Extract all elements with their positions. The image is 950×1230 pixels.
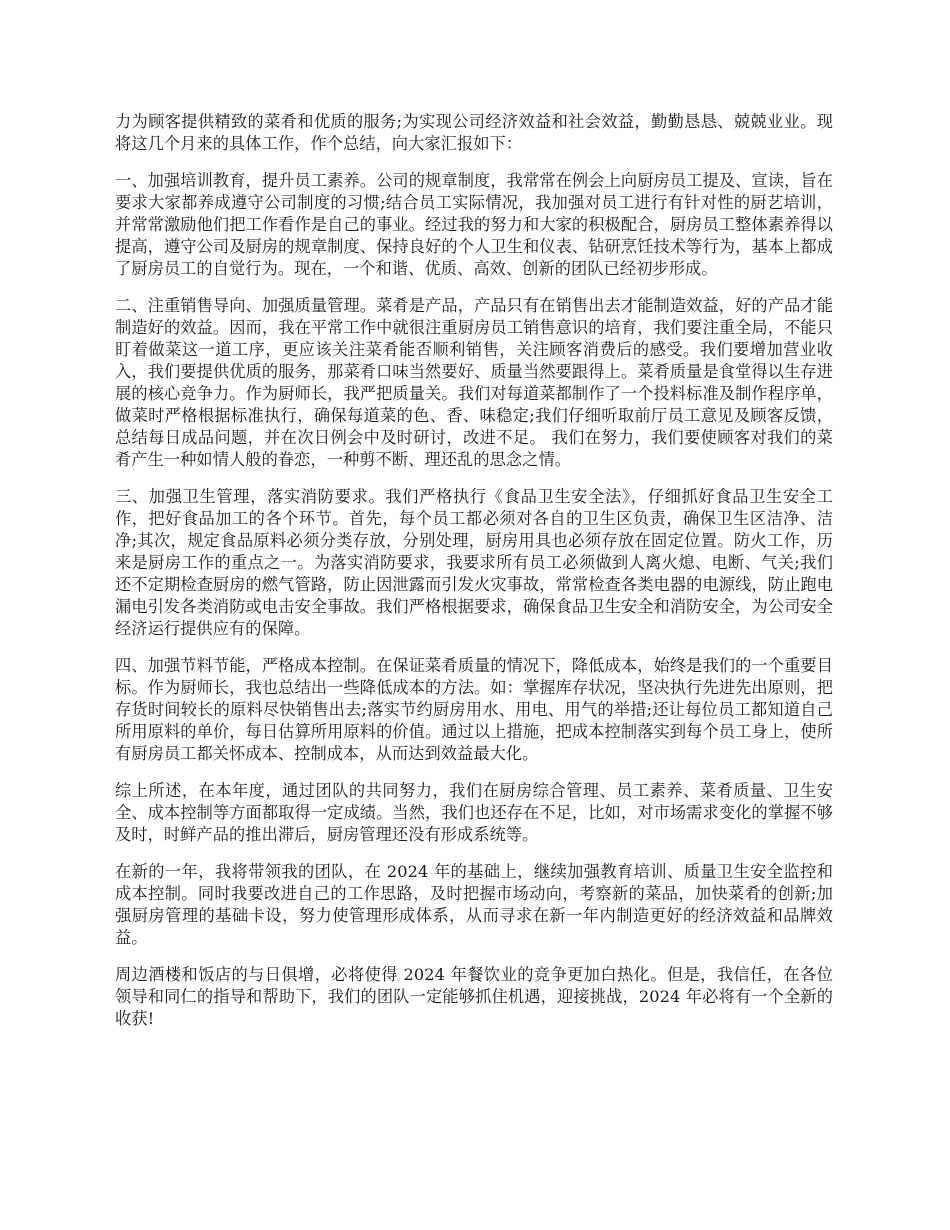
paragraph-summary: 综上所述，在本年度，通过团队的共同努力，我们在厨房综合管理、员工素养、菜肴质量、卫生安全、成本控制等方面都取得一定成绩。当然，我们也还存在不足，比如，对市场需求变化的掌握不够及时，时鲜产品的推出滞后，厨房管理还没有形成系统等。 bbox=[115, 781, 833, 844]
paragraph-sales-quality: 二、注重销售导向、加强质量管理。菜肴是产品，产品只有在销售出去才能制造效益，好的产品才能制造好的效益。因而，我在平常工作中就很注重厨房员工销售意识的培育，我们要注重全局，不能只盯着做菜这一道工序，更应该关注菜肴能否顺利销售，关注顾客消费后的感受。我们要增加营业收入，我们要提供优质的服务，那菜肴口味当然要好、质量当然要跟得上。菜肴质量是食堂得以生存进展的核心竞争力。作为厨师长，我严把质量关。我们对每道菜都制作了一个投料标准及制作程序单，做菜时严格根据标准执行，确保每道菜的色、香、味稳定;我们仔细听取前厅员工意见及顾客反馈，总结每日成品问题，并在次日例会中及时研讨，改进不足。 我们在努力，我们要使顾客对我们的菜肴产生一种如情人般的眷恋，一种剪不断、理还乱的思念之情。 bbox=[115, 296, 833, 469]
paragraph-cost-control: 四、加强节料节能，严格成本控制。在保证菜肴质量的情况下，降低成本，始终是我们的一个重要目标。作为厨师长，我也总结出一些降低成本的方法。如：掌握库存状况，坚决执行先进先出原则，把存货时间较长的原料尽快销售出去;落实节约厨房用水、用电、用气的举措;还让每位员工都知道自己所用原料的单价，每日估算所用原料的价值。通过以上措施，把成本控制落实到每个员工身上，使所有厨房员工都关怀成本、控制成本，从而达到效益最大化。 bbox=[115, 656, 833, 763]
document-body bbox=[115, 111, 833, 1045]
paragraph-intro: 力为顾客提供精致的菜肴和优质的服务;为实现公司经济效益和社会效益，勤勤恳恳、兢兢业业。现将这几个月来的具体工作，作个总结，向大家汇报如下： bbox=[115, 112, 833, 153]
paragraph-training: 一、加强培训教育，提升员工素养。公司的规章制度，我常常在例会上向厨房员工提及、宣读，旨在要求大家都养成遵守公司制度的习惯;结合员工实际情况，我加强对员工进行有针对性的厨艺培训，并常常激励他们把工作看作是自己的事业。经过我的努力和大家的积极配合，厨房员工整体素养得以提高，遵守公司及厨房的规章制度、保持良好的个人卫生和仪表、钻研烹饪技术等行为，基本上都成了厨房员工的自觉行为。现在，一个和谐、优质、高效、创新的团队已经初步形成。 bbox=[115, 171, 833, 278]
paragraph-hygiene-fire: 三、加强卫生管理，落实消防要求。我们严格执行《食品卫生安全法》，仔细抓好食品卫生安全工作，把好食品加工的各个环节。首先，每个员工都必须对各自的卫生区负责，确保卫生区洁净、洁净;其次，规定食品原料必须分类存放，分别处理，厨房用具也必须存放在固定位置。防火工作，历来是厨房工作的重点之一。为落实消防要求，我要求所有员工必须做到人离火熄、电断、气关;我们还不定期检查厨房的燃气管路，防止因泄露而引发火灾事故，常常检查各类电器的电源线，防止跑电漏电引发各类消防或电击安全事故。我们严格根据要求，确保食品卫生安全和消防安全，为公司安全经济运行提供应有的保障。 bbox=[115, 487, 833, 638]
paragraph-new-year-plan: 在新的一年，我将带领我的团队，在 2024 年的基础上，继续加强教育培训、质量卫生安全监控和成本控制。同时我要改进自己的工作思路，及时把握市场动向，考察新的菜品，加快菜肴的创新;加强厨房管理的基础卡设，努力使管理形成体系，从而寻求在新一年内制造更好的经济效益和品牌效益。 bbox=[115, 862, 833, 947]
paragraph-outlook: 周边酒楼和饭店的与日俱增，必将使得 2024 年餐饮业的竞争更加白热化。但是，我信任，在各位领导和同仁的指导和帮助下，我们的团队一定能够抓住机遇，迎接挑战，2024 年必将有一个全新的收获! bbox=[115, 965, 833, 1028]
